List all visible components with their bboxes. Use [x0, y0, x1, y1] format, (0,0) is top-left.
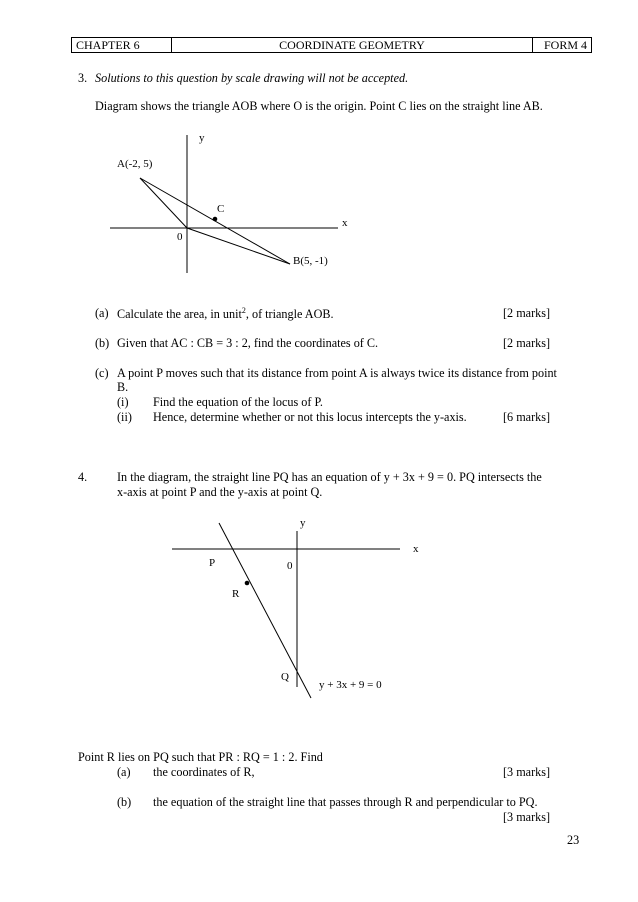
q4-part-a-marks: [3 marks]: [503, 765, 551, 779]
form-label: FORM 4: [543, 37, 587, 52]
line-ob: [187, 228, 290, 264]
part-c-ii-text: Hence, determine whether or not this locus intercepts the y-axis.: [153, 410, 467, 424]
chapter-label: CHAPTER 6: [72, 38, 172, 52]
part-a-label: (a): [95, 306, 109, 320]
q4-y-axis-label: y: [300, 517, 306, 529]
question-4-line1: In the diagram, the straight line PQ has an equation of y + 3x + 9 = 0. PQ intersects the: [117, 470, 542, 484]
point-b-label: B(5, -1): [293, 255, 328, 267]
question-4-stem: Point R lies on PQ such that PR : RQ = 1 : 2. Find: [78, 750, 323, 764]
q4-part-a-text: the coordinates of R,: [153, 765, 255, 779]
part-c-label: (c): [95, 366, 109, 380]
part-c-line1: A point P moves such that its distance from point A is always twice its distance from point: [117, 366, 557, 380]
point-c-dot: [213, 217, 218, 222]
line-equation-label: y + 3x + 9 = 0: [319, 679, 382, 691]
question-4-line2: x-axis at point P and the y-axis at point Q.: [117, 485, 323, 499]
q4-origin-label: 0: [287, 560, 293, 572]
page-number: 23: [567, 833, 580, 847]
part-a-marks: [2 marks]: [503, 306, 551, 320]
point-r-label: R: [232, 588, 240, 600]
q4-part-a-label: (a): [117, 765, 131, 779]
chapter-title: COORDINATE GEOMETRY: [172, 38, 533, 52]
part-c-ii-label: (ii): [117, 410, 132, 424]
x-axis-label: x: [342, 217, 348, 229]
part-b-marks: [2 marks]: [503, 336, 551, 350]
question-4-number: 4.: [78, 470, 88, 484]
part-c-line2: B.: [117, 380, 129, 394]
line-ao: [140, 178, 187, 228]
point-q-label: Q: [281, 671, 289, 683]
point-a-label: A(-2, 5): [117, 158, 153, 170]
point-c-label: C: [217, 203, 225, 215]
part-a-text: Calculate the area, in unit$^2$, of triangle AOB.: [117, 306, 334, 322]
part-c-marks: [6 marks]: [503, 410, 551, 424]
question-3-number: 3.: [78, 71, 88, 85]
question-3-instruction: Solutions to this question by scale drawing will not be accepted.: [95, 71, 409, 85]
part-b-text: Given that AC : CB = 3 : 2, find the coordinates of C.: [117, 336, 379, 350]
point-r-dot: [245, 581, 250, 586]
part-b-label: (b): [95, 336, 110, 350]
q4-part-b-marks: [3 marks]: [503, 810, 551, 824]
y-axis-label: y: [199, 132, 205, 144]
origin-label: 0: [177, 231, 183, 243]
part-c-i-label: (i): [117, 395, 129, 409]
q4-part-b-text: the equation of the straight line that passes through R and perpendicular to PQ.: [153, 795, 538, 809]
q4-part-b-label: (b): [117, 795, 132, 809]
point-p-label: P: [209, 557, 216, 569]
question-3-intro: Diagram shows the triangle AOB where O is the origin. Point C lies on the straight line AB.: [95, 99, 543, 113]
q4-x-axis-label: x: [413, 543, 419, 555]
part-c-i-text: Find the equation of the locus of P.: [153, 395, 323, 409]
